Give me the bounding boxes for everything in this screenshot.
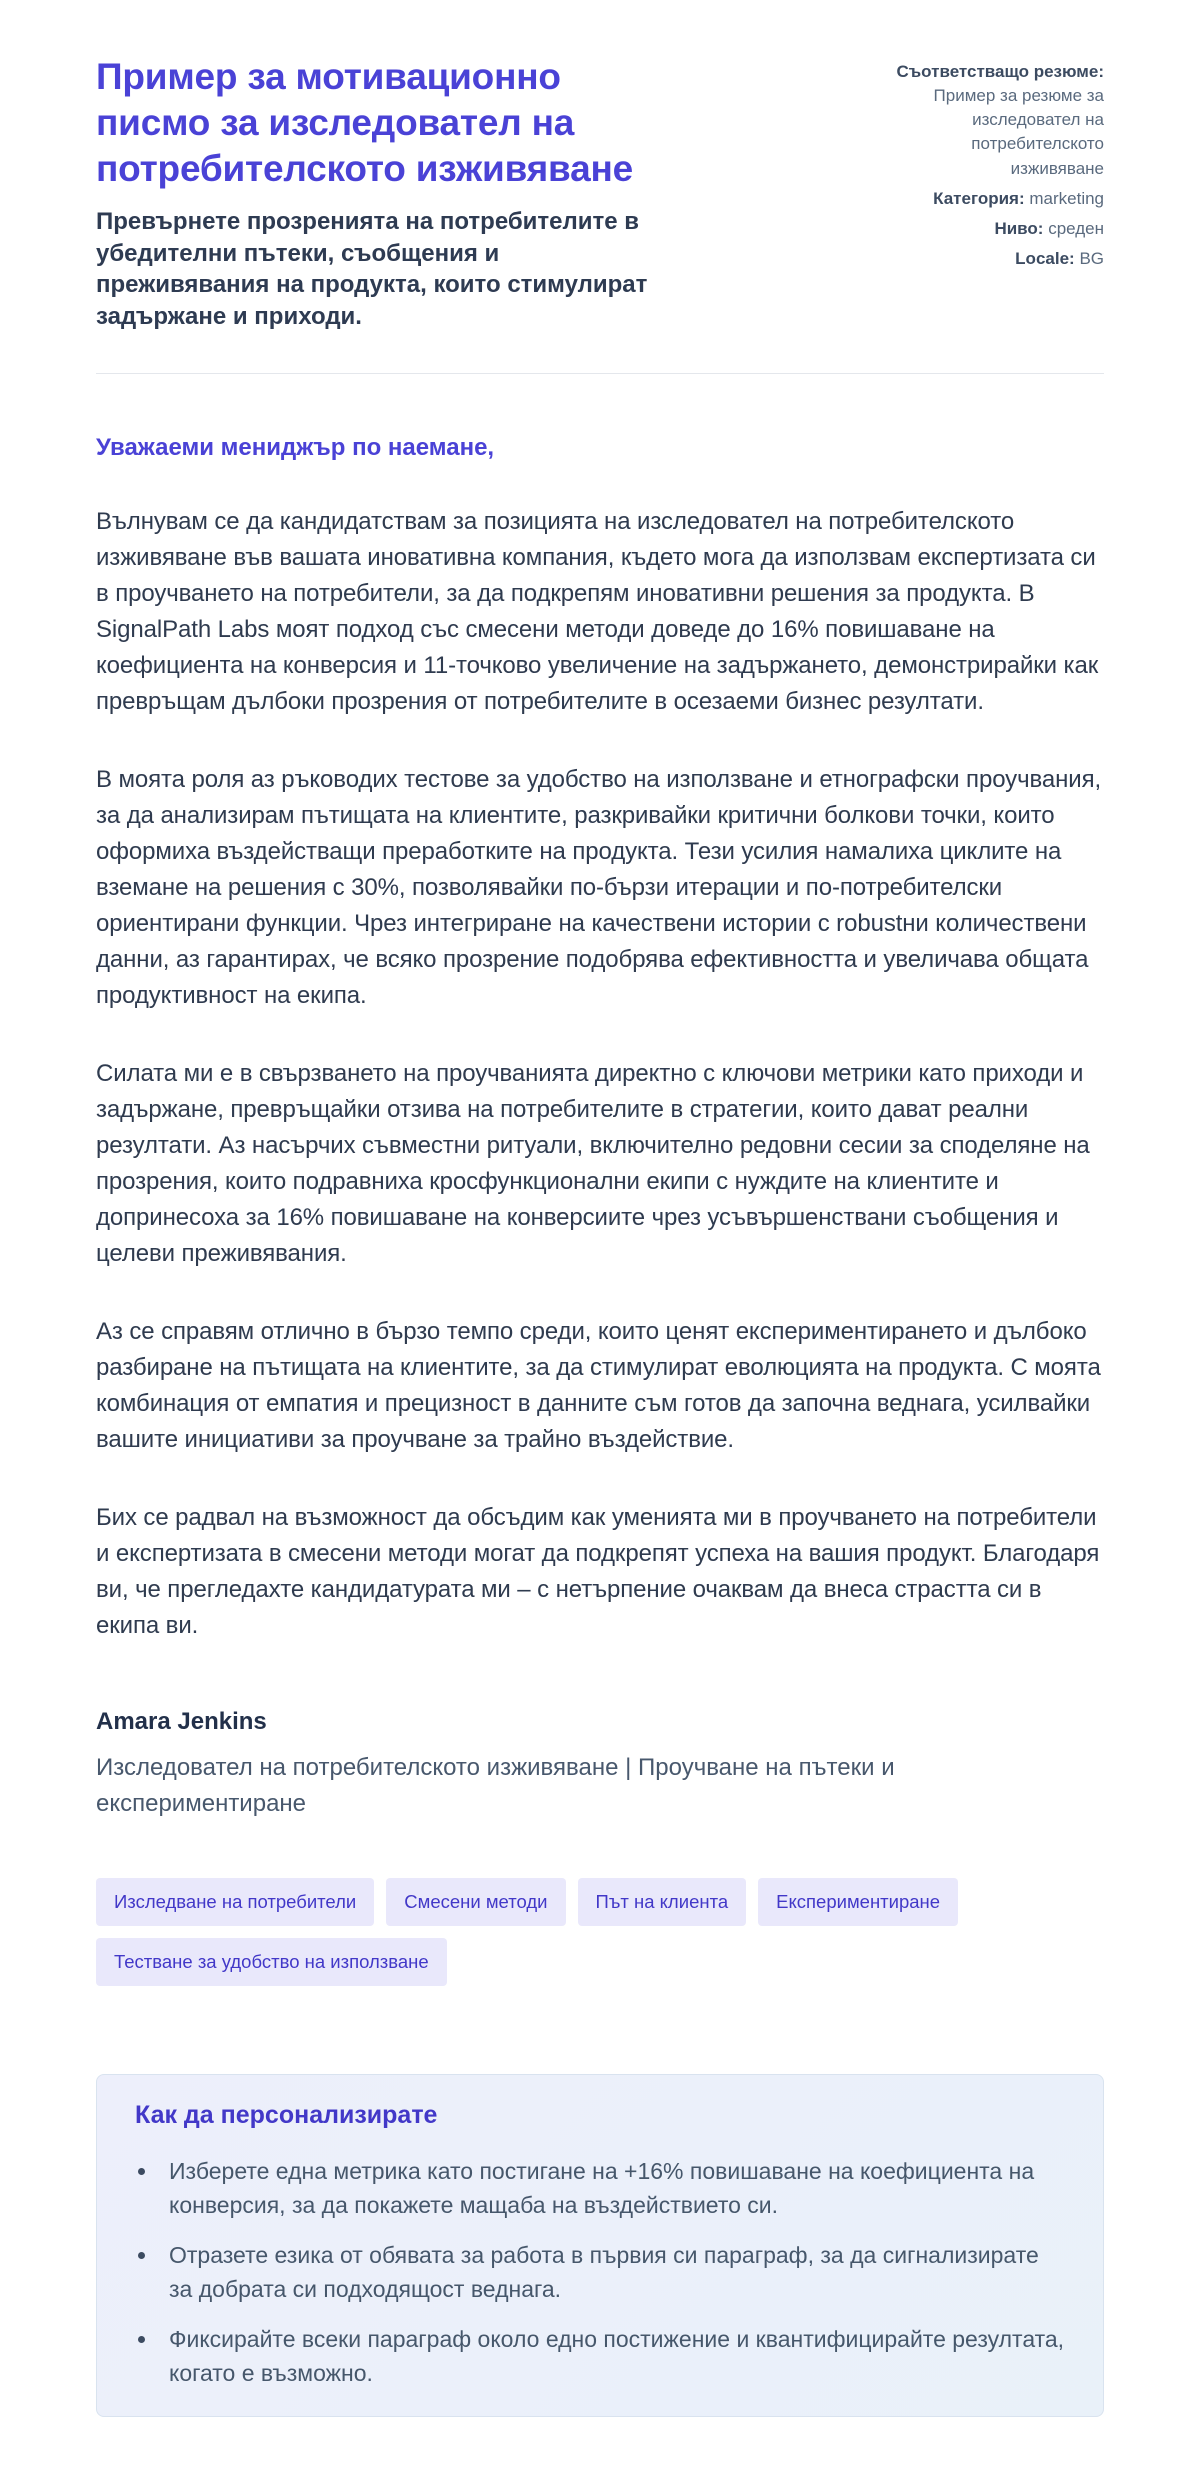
meta-level-label: Ниво:	[994, 218, 1044, 238]
letter-paragraph: Силата ми е в свързването на проучванията директно с ключови метрики като приходи и задържане, превръщайки отзива на потребителите в стратегии, които дават реални резултати. Аз насърчих съвместни ритуали, включително редовни сесии за споделяне на прозрения, които подравниха кросфункционални екипи с нуждите на клиентите и допринесоха за 16% повишаване на конверсиите чрез усъвършенствани съобщения и целеви преживявания.	[96, 1060, 1090, 1268]
signature-role: Изследовател на потребителското изживяване | Проучване на пътеки и експериментиране	[96, 1754, 895, 1818]
letter-paragraph: Вълнувам се да кандидатствам за позицията на изследовател на потребителското изживяване във вашата иновативна компания, където мога да използвам експертизата си в проучването на потребители, за да подкрепям иновативни решения за продукта. В SignalPath Labs моят подход със смесени методи доведе до 16% повишаване на коефициента на конверсия и 11-точково увеличение на задържането, демонстрирайки как превръщам дълбоки прозрения от потребителите в осезаеми бизнес резултати.	[96, 508, 1099, 716]
meta-locale-row	[774, 247, 1104, 271]
page-title: Пример за мотивационно писмо за изследовател на потребителското изживяване	[96, 56, 633, 189]
meta-level-row	[774, 217, 1104, 241]
skill-tag-badge: Тестване за удобство на използване	[96, 1938, 447, 1986]
meta-category-row	[774, 187, 1104, 211]
meta-category-value: marketing	[1029, 188, 1104, 208]
skill-tag-badge: Експериментиране	[758, 1878, 958, 1926]
page-subtitle: Превърнете прозренията на потребителите в убедителни пътеки, съобщения и преживявания на продукта, които стимулират задържане и приходи.	[96, 207, 648, 331]
page-container	[96, 0, 1104, 2473]
signature-name: Amara Jenkins	[96, 1708, 267, 1736]
personalize-tip-item: • Изберете една метрика като постигане на +16% повишаване на коефициента на конверсия, за да покажете мащаба на въздействието си.	[159, 2154, 1065, 2222]
letter-paragraph: В моята роля аз ръководих тестове за удобство на използване и етнографски проучвания, за да анализирам пътищата на клиентите, разкривайки критични болкови точки, които оформиха въздействащи преработките на продукта. Тези усилия намалиха циклите на вземане на решения с 30%, позволявайки по-бързи итерации и по-потребителски ориентирани функции. Чрез интегриране на качествени истории с robustни количествени данни, аз гарантирах, че всяко прозрение подобрява ефективността и увеличава общата продуктивност на екипа.	[96, 766, 1102, 1010]
skill-tag-badge: Изследване на потребители	[96, 1878, 374, 1926]
letter-paragraph: Аз се справям отлично в бързо темпо среди, които ценят експериментирането и дълбоко разбиране на пътищата на клиентите, за да стимулират еволюцията на продукта. С моята комбинация от емпатия и прецизност в данните съм готов да започна веднага, усилвайки вашите инициативи за проучване за трайно въздействие.	[96, 1318, 1101, 1454]
skill-tag-badge: Смесени методи	[386, 1878, 565, 1926]
personalize-tip-item: • Отразете езика от обявата за работа в първия си параграф, за да сигнализирате за добрата си подходящост веднага.	[159, 2238, 1065, 2306]
letter-greeting: Уважаеми мениджър по наемане,	[96, 434, 495, 462]
personalize-tips-box	[96, 2074, 1104, 2417]
letter-body	[96, 504, 1104, 1644]
letter-paragraph: Бих се радвал на възможност да обсъдим как уменията ми в проучването на потребители и експертизата в смесени методи могат да подкрепят успеха на вашия продукт. Благодаря ви, че прегледахте кандидатурата ми – с нетърпение очаквам да внеса страстта си в екипа ви.	[96, 1504, 1100, 1640]
meta-resume-label: Съответстващо резюме:	[896, 62, 1104, 81]
personalize-tip-item: • Фиксирайте всеки параграф около едно постижение и квантифицирайте резултата, когато е възможно.	[159, 2322, 1065, 2390]
signature-block	[96, 1708, 1104, 1822]
skill-tag-badge: Път на клиента	[578, 1878, 747, 1926]
meta-locale-value: BG	[1079, 248, 1104, 268]
meta-category-label: Категория:	[933, 188, 1025, 208]
meta-panel	[774, 54, 1104, 271]
personalize-tips-list	[159, 2154, 1065, 2390]
personalize-tips-title: Как да персонализирате	[135, 2101, 438, 2130]
meta-resume-value: Пример за резюме за изследовател на потребителското изживяване	[933, 86, 1104, 178]
meta-level-value: среден	[1048, 218, 1104, 238]
header-left	[96, 54, 671, 333]
header-divider	[96, 373, 1104, 374]
header	[96, 54, 1104, 333]
meta-locale-label: Locale:	[1015, 248, 1075, 268]
skill-tags	[96, 1878, 1104, 1986]
